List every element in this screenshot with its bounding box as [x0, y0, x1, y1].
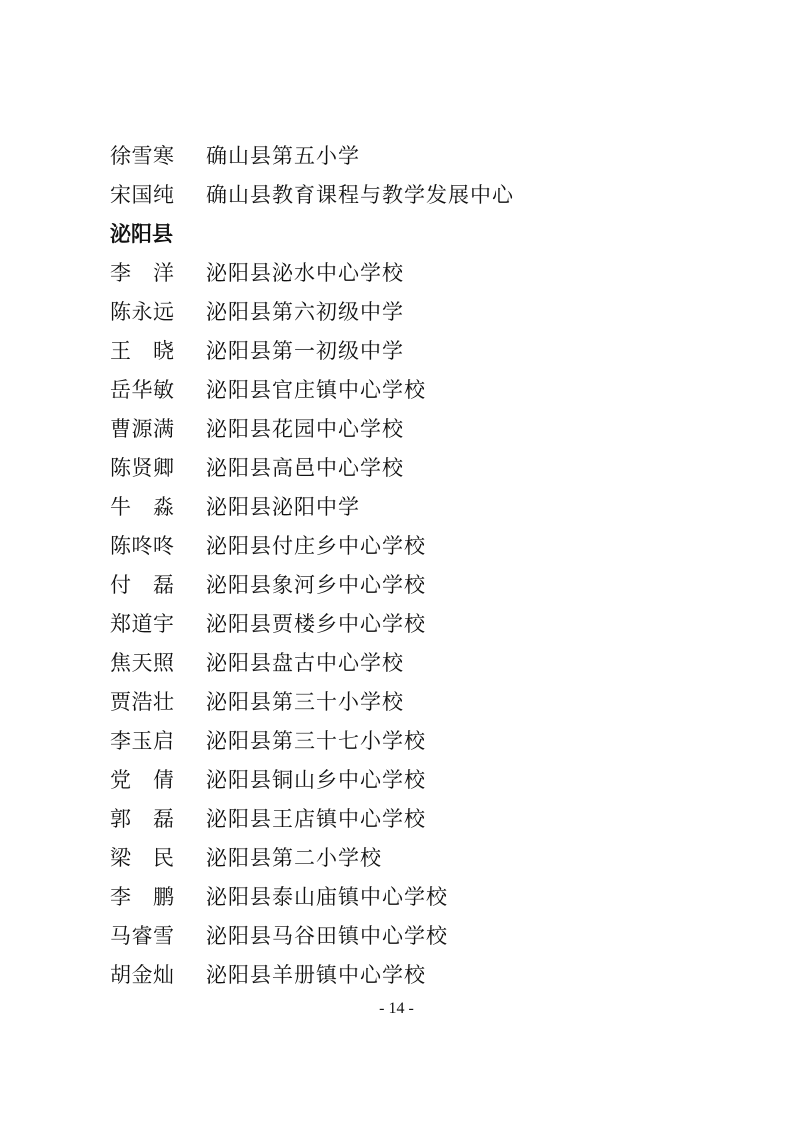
person-name: 郑道宇 [110, 612, 174, 636]
person-name: 党 倩 [110, 768, 174, 792]
list-item [110, 176, 710, 215]
list-item [110, 683, 710, 722]
person-name: 曹源满 [110, 417, 174, 441]
person-name: 梁 民 [110, 846, 174, 870]
page-number: - 14 - [379, 1000, 414, 1017]
list-item [110, 293, 710, 332]
person-name: 陈永远 [110, 300, 174, 324]
list-item [110, 527, 710, 566]
list-item [110, 761, 710, 800]
list-item [110, 839, 710, 878]
organization-name: 泌阳县高邑中心学校 [206, 456, 404, 480]
organization-name: 泌阳县官庄镇中心学校 [206, 378, 426, 402]
person-name: 李 鹏 [110, 885, 174, 909]
person-name: 焦天照 [110, 651, 174, 675]
person-name: 陈咚咚 [110, 534, 174, 558]
person-name: 岳华敏 [110, 378, 174, 402]
organization-name: 泌阳县第三十七小学校 [206, 729, 426, 753]
organization-name: 泌阳县马谷田镇中心学校 [206, 924, 448, 948]
person-name: 李 洋 [110, 261, 174, 285]
organization-name: 确山县第五小学 [206, 144, 360, 168]
person-name: 马睿雪 [110, 924, 174, 948]
list-item [110, 878, 710, 917]
person-name: 徐雪寒 [110, 144, 174, 168]
organization-name: 泌阳县象河乡中心学校 [206, 573, 426, 597]
person-name: 李玉启 [110, 729, 174, 753]
person-name: 胡金灿 [110, 963, 174, 987]
list-item [110, 566, 710, 605]
person-name: 王 晓 [110, 339, 174, 363]
person-name: 陈贤卿 [110, 456, 174, 480]
list-item [110, 917, 710, 956]
organization-name: 确山县教育课程与教学发展中心 [206, 183, 514, 207]
list-item [110, 254, 710, 293]
list-item [110, 137, 710, 176]
organization-name: 泌阳县泌阳中学 [206, 495, 360, 519]
person-name: 郭 磊 [110, 807, 174, 831]
award-list [110, 137, 710, 995]
list-item [110, 800, 710, 839]
person-name: 贾浩壮 [110, 690, 174, 714]
organization-name: 泌阳县铜山乡中心学校 [206, 768, 426, 792]
person-name: 付 磊 [110, 573, 174, 597]
list-item [110, 449, 710, 488]
organization-name: 泌阳县羊册镇中心学校 [206, 963, 426, 987]
organization-name: 泌阳县王店镇中心学校 [206, 807, 426, 831]
organization-name: 泌阳县第三十小学校 [206, 690, 404, 714]
organization-name: 泌阳县盘古中心学校 [206, 651, 404, 675]
list-item [110, 722, 710, 761]
organization-name: 泌阳县泌水中心学校 [206, 261, 404, 285]
organization-name: 泌阳县泰山庙镇中心学校 [206, 885, 448, 909]
list-item [110, 332, 710, 371]
section-entries [110, 254, 710, 995]
list-item [110, 371, 710, 410]
organization-name: 泌阳县花园中心学校 [206, 417, 404, 441]
person-name: 牛 淼 [110, 495, 174, 519]
list-item [110, 956, 710, 995]
organization-name: 泌阳县第一初级中学 [206, 339, 404, 363]
organization-name: 泌阳县第六初级中学 [206, 300, 404, 324]
list-item [110, 605, 710, 644]
organization-name: 泌阳县第二小学校 [206, 846, 382, 870]
list-item [110, 410, 710, 449]
organization-name: 泌阳县付庄乡中心学校 [206, 534, 426, 558]
list-item [110, 488, 710, 527]
person-name: 宋国纯 [110, 183, 174, 207]
list-item [110, 644, 710, 683]
section-heading: 泌阳县 [110, 222, 173, 246]
organization-name: 泌阳县贾楼乡中心学校 [206, 612, 426, 636]
